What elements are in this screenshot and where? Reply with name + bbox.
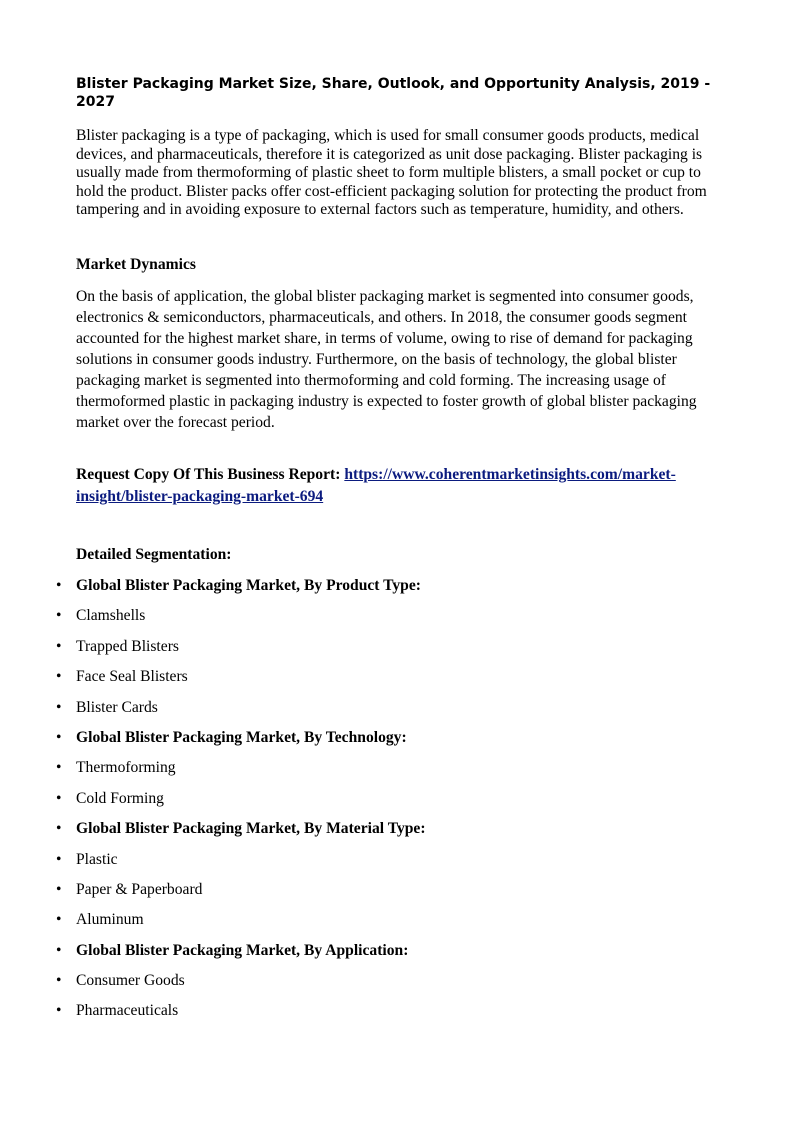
- document-title: Blister Packaging Market Size, Share, Outlook, and Opportunity Analysis, 2019 - 2027: [76, 76, 711, 110]
- list-item: [0, 1001, 794, 1031]
- list-item-label: Plastic: [76, 850, 118, 868]
- list-item-label: Face Seal Blisters: [76, 668, 188, 686]
- list-item: [0, 971, 794, 1001]
- bullet-marker: •: [56, 668, 62, 686]
- list-item-label: Trapped Blisters: [76, 637, 179, 655]
- list-item-label: Pharmaceuticals: [76, 1002, 179, 1020]
- segment-category: [0, 819, 794, 849]
- bullet-marker: •: [56, 972, 62, 990]
- list-item-label: Thermoforming: [76, 759, 176, 777]
- request-copy-label: Request Copy Of This Business Report:: [76, 466, 341, 483]
- bullet-marker: •: [56, 577, 62, 594]
- bullet-marker: •: [56, 850, 62, 868]
- bullet-marker: •: [56, 941, 62, 959]
- bullet-marker: •: [56, 728, 62, 746]
- segment-category: [0, 941, 794, 971]
- segment-category: [0, 728, 794, 758]
- segment-category-label: Global Blister Packaging Market, By Material Type:: [76, 820, 426, 838]
- segment-category: [0, 576, 794, 606]
- list-item-label: Aluminum: [76, 911, 144, 929]
- segmentation-list: [0, 576, 794, 1032]
- list-item: [0, 698, 794, 728]
- bullet-marker: •: [56, 759, 62, 777]
- bullet-marker: •: [56, 1002, 62, 1020]
- list-item: [0, 637, 794, 667]
- bullet-marker: •: [56, 911, 62, 929]
- list-item: [0, 606, 794, 636]
- bullet-marker: •: [56, 789, 62, 807]
- list-item-label: Clamshells: [76, 607, 146, 625]
- market-dynamics-paragraph: On the basis of application, the global blister packaging market is segmented into consumer goods, electronics & semiconductors, pharmaceuticals, and others. In 2018, the consumer goods segment accounted for the highest market share, in terms of volume, owing to rise of demand for packaging solutions in consumer goods industry. Furthermore, on the basis of technology, the global blister packaging market is segmented into thermoforming and cold forming. The increasing usage of thermoformed plastic in packaging industry is expected to foster growth of global blister packaging market over the forecast period.: [76, 288, 697, 431]
- list-item: [0, 667, 794, 697]
- list-item: [0, 880, 794, 910]
- market-dynamics-heading: Market Dynamics: [76, 256, 196, 273]
- bullet-marker: •: [56, 637, 62, 655]
- bullet-marker: •: [56, 698, 62, 716]
- list-item-label: Paper & Paperboard: [76, 880, 203, 898]
- intro-paragraph: Blister packaging is a type of packaging, which is used for small consumer goods products, medical devices, and pharmaceuticals, therefore it is categorized as unit dose packaging. Blister packaging is usually made from thermoforming of plastic sheet to form multiple blisters, a small pocket or cup to hold the product. Blister packs offer cost-efficient packaging solution for protecting the product from tampering and in avoiding exposure to external factors such as temperature, humidity, and others.: [76, 127, 707, 218]
- list-item: [0, 850, 794, 880]
- request-copy-line: [76, 464, 724, 507]
- segment-category-label: Global Blister Packaging Market, By Product Type:: [76, 577, 421, 594]
- list-item-label: Blister Cards: [76, 698, 158, 716]
- segment-category-label: Global Blister Packaging Market, By Technology:: [76, 728, 407, 746]
- list-item-label: Consumer Goods: [76, 972, 185, 990]
- list-item: [0, 910, 794, 940]
- bullet-marker: •: [56, 820, 62, 838]
- report-link[interactable]: https://www.coherentmarketinsights.com/market-insight/blister-packaging-market-694: [76, 466, 676, 505]
- segmentation-heading: Detailed Segmentation:: [76, 546, 232, 563]
- list-item: [0, 789, 794, 819]
- segment-category-label: Global Blister Packaging Market, By Application:: [76, 941, 409, 959]
- list-item-label: Cold Forming: [76, 789, 164, 807]
- list-item: [0, 758, 794, 788]
- bullet-marker: •: [56, 607, 62, 625]
- bullet-marker: •: [56, 880, 62, 898]
